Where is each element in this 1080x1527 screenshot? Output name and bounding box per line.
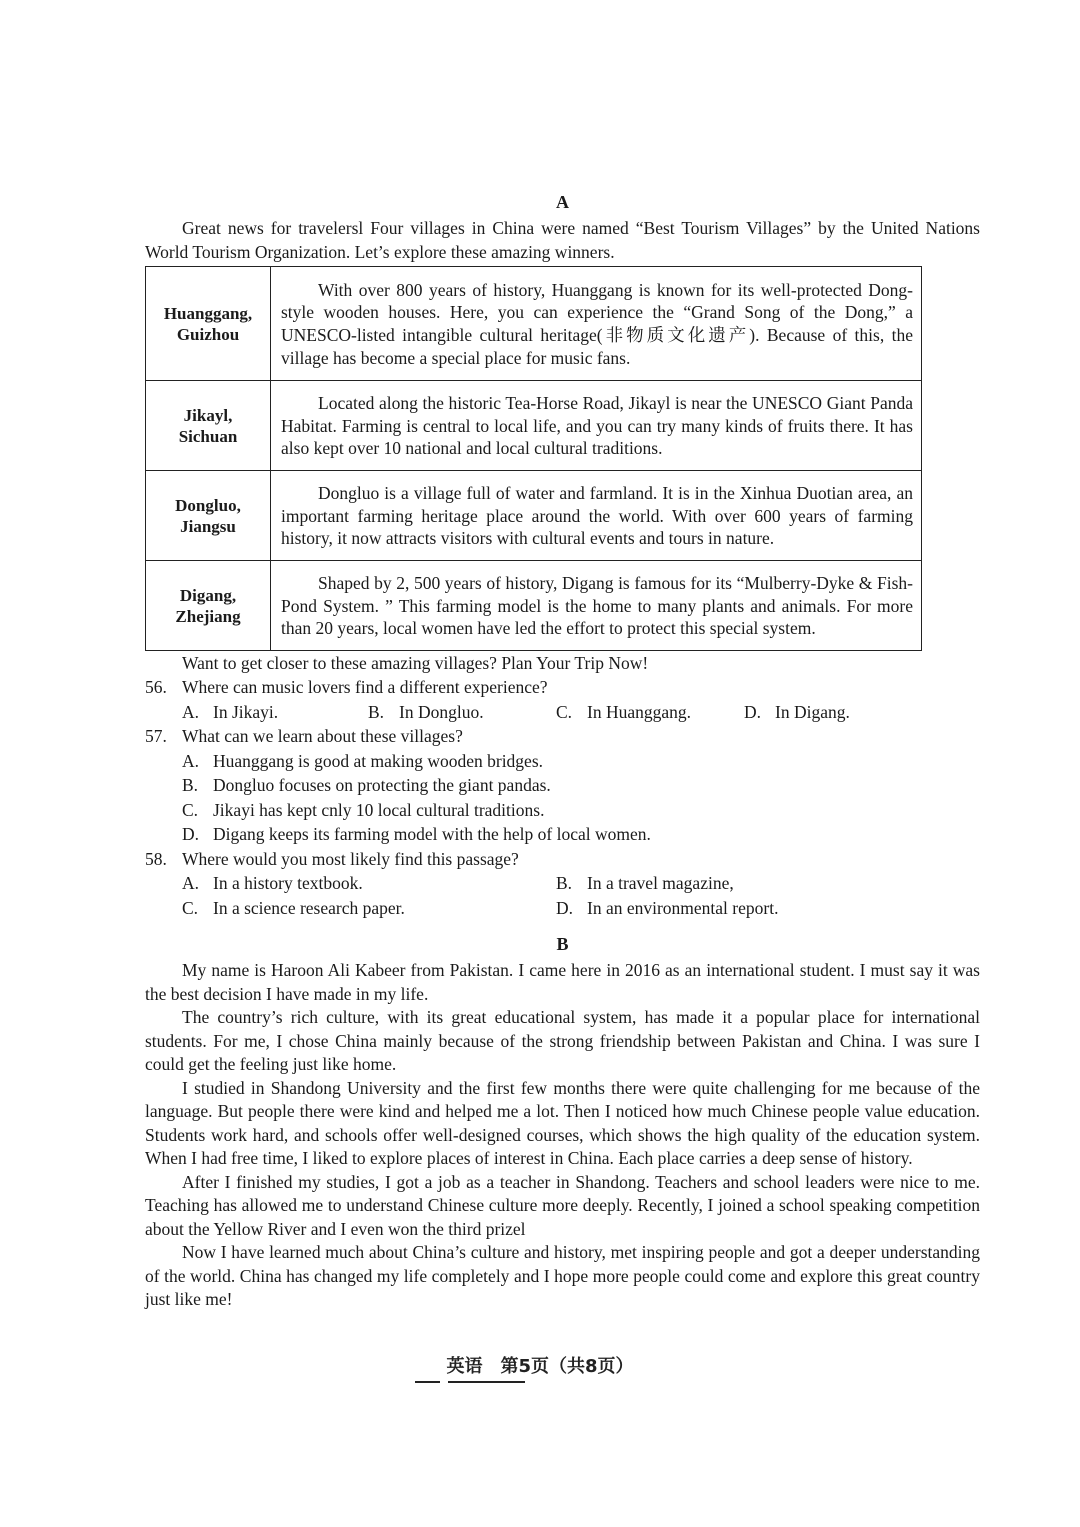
option-c[interactable] (182, 896, 556, 921)
passage-b-paragraph: Now I have learned much about China’s culture and history, met inspiring people and got a deeper understanding of the world. China has changed my life completely and I hope more people could come and explore this great country just like me! (145, 1242, 980, 1309)
option-b[interactable] (368, 700, 556, 725)
option-c[interactable] (556, 700, 744, 725)
passage-b (145, 934, 980, 1312)
option-letter: C. (182, 799, 199, 820)
table-row (146, 471, 922, 561)
village-province: Jiangsu (180, 516, 236, 536)
passage-b-heading: B (556, 934, 569, 954)
options-row (182, 749, 980, 774)
option-text: In Jikayi. (213, 701, 279, 722)
option-text: In a travel magazine, (587, 873, 734, 893)
village-name: Dongluo, (175, 495, 241, 515)
question-text: What can we learn about these villages? (182, 726, 463, 746)
question-58 (145, 847, 980, 872)
option-text: Jikayi has kept cnly 10 local cultural traditions. (213, 799, 545, 820)
option-text: In Digang. (775, 701, 850, 722)
option-letter: B. (556, 873, 573, 893)
question-58-options (145, 871, 980, 920)
question-number: 58. (145, 848, 167, 869)
option-a[interactable] (182, 871, 556, 896)
option-letter: D. (182, 824, 200, 844)
table-row (146, 561, 922, 651)
passage-b-paragraph: I studied in Shandong University and the first few months there were quite challenging for me because of the language. But people there were kind and helped me a lot. Then I noticed how much Chinese people value education. Students work hard, and schools offer well-designed courses, which shows the high quality of the education system. When I had free time, I liked to explore places of interest in China. Each place carries a deep sense of history. (145, 1077, 980, 1168)
option-letter: A. (182, 873, 200, 893)
option-text: Huanggang is good at making wooden bridges. (213, 750, 544, 771)
options-row (182, 822, 980, 847)
village-name-cell (146, 267, 271, 381)
question-56 (145, 675, 980, 700)
option-letter: A. (182, 701, 200, 722)
footer-divider (415, 1381, 440, 1383)
option-letter: A. (182, 750, 200, 771)
village-name: Digang, (179, 585, 237, 605)
question-text: Where would you most likely find this passage? (182, 848, 519, 869)
option-letter: D. (744, 701, 762, 722)
options-row (182, 871, 980, 896)
table-row (146, 381, 922, 471)
passage-b-paragraph: After I finished my studies, I got a job as a teacher in Shandong. Teachers and school leaders were nice to me. Teaching has allowed me to understand Chinese culture more deeply. Recently, I joined a school speaking competition about the Yellow River and I even won the third prizel (145, 1171, 980, 1239)
options-row (182, 773, 980, 798)
exam-page (145, 192, 980, 1312)
passage-a-heading: A (556, 192, 569, 212)
village-name-cell (146, 471, 271, 561)
village-name-cell (146, 561, 271, 651)
page-footer: 英语 第5页（共8页） (446, 1356, 634, 1377)
passage-a-closing: Want to get closer to these amazing villages? Plan Your Trip Now! (182, 653, 649, 673)
options-row (182, 700, 980, 725)
village-province: Guizhou (176, 324, 240, 344)
village-description: With over 800 years of history, Huanggang is known for its well-protected Dong-style wooden houses. Here, you can experience the “Grand Song of the Dong,” a UNESCO-listed intangible cultural heritage(非物质文化遗产). Because of this, the village has become a special place for music fans. (271, 267, 922, 381)
options-row (182, 896, 980, 921)
option-letter: C. (556, 701, 573, 722)
option-text: In a history textbook. (213, 873, 363, 893)
option-c[interactable] (182, 798, 544, 823)
village-description: Dongluo is a village full of water and farmland. It is in the Xinhua Duotian area, an important farming heritage place around the world. With over 600 years of farming history, it now attracts visitors with cultural events and tours in nature. (271, 471, 922, 561)
villages-table (145, 266, 922, 651)
footer-underline (448, 1381, 525, 1383)
question-text: Where can music lovers find a different experience? (182, 677, 548, 697)
option-b[interactable] (556, 871, 734, 896)
option-letter: D. (556, 897, 574, 918)
question-number: 57. (145, 726, 167, 746)
village-name: Jikayl, (183, 405, 233, 425)
village-province: Zhejiang (175, 606, 241, 626)
question-57 (145, 724, 980, 749)
village-name-cell (146, 381, 271, 471)
option-text: In a science research paper. (213, 897, 405, 918)
options-row (182, 798, 980, 823)
option-text: Dongluo focuses on protecting the giant pandas. (213, 775, 551, 795)
option-letter: B. (182, 775, 199, 795)
village-description: Shaped by 2, 500 years of history, Digang is famous for its “Mulberry-Dyke & Fish-Pond System. ” This farming model is the home to many plants and animals. For more than 20 years, local women have led the effort to protect this special system. (271, 561, 922, 651)
question-56-options (145, 700, 980, 725)
option-d[interactable] (744, 700, 850, 725)
option-text: In Huanggang. (587, 701, 692, 722)
village-name: Huanggang, (163, 303, 253, 323)
village-province: Sichuan (178, 426, 238, 446)
question-number: 56. (145, 677, 167, 697)
passage-b-paragraph: The country’s rich culture, with its great educational system, has made it a popular place for international students. For me, I chose China mainly because of the strong friendship between Pakistan and China. I was sure I could get the feeling just like home. (145, 1007, 980, 1074)
option-a[interactable] (182, 749, 543, 774)
table-row (146, 267, 922, 381)
option-text: In Dongluo. (399, 701, 484, 722)
option-d[interactable] (182, 822, 651, 847)
question-57-options (145, 749, 980, 847)
passage-b-paragraph: My name is Haroon Ali Kabeer from Pakistan. I came here in 2016 as an international student. I must say it was the best decision I have made in my life. (145, 960, 980, 1004)
option-text: Digang keeps its farming model with the help of local women. (213, 824, 651, 844)
passage-a-intro: Great news for travelersl Four villages in China were named “Best Tourism Villages” by the United Nations World Tourism Organization. Let’s explore these amazing winners. (145, 218, 980, 262)
option-b[interactable] (182, 773, 551, 798)
option-text: In an environmental report. (587, 897, 779, 918)
option-letter: B. (368, 701, 385, 722)
village-description: Located along the historic Tea-Horse Road, Jikayl is near the UNESCO Giant Panda Habitat. Farming is central to local life, and you can try many kinds of fruits there. It has also kept over 10 national and local cultural traditions. (271, 381, 922, 471)
option-letter: C. (182, 897, 199, 918)
option-a[interactable] (182, 700, 368, 725)
option-d[interactable] (556, 896, 778, 921)
